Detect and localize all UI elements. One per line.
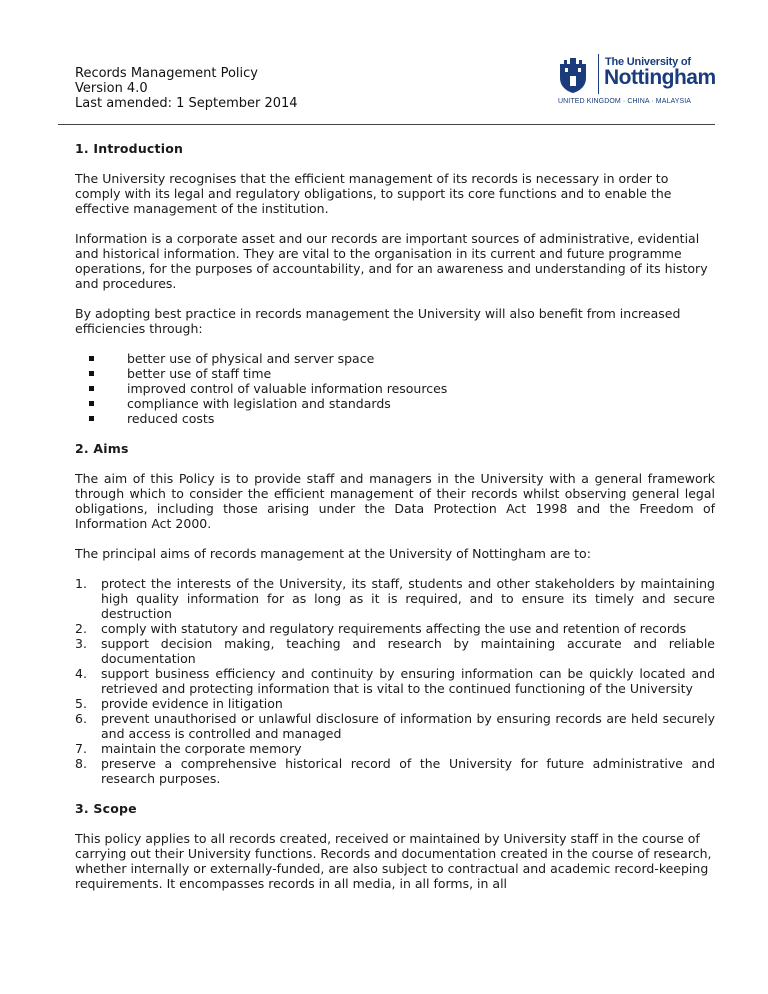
list-item	[75, 696, 715, 711]
list-item-text: reduced costs	[127, 411, 215, 426]
list-item-text: improved control of valuable information resources	[127, 381, 448, 396]
list-item-text: protect the interests of the University, its staff, students and other stakeholders by maintaining high quality information for as long as it is required, and to ensure its timely and secure destruction	[101, 576, 715, 621]
list-item-number: 8.	[75, 756, 87, 771]
list-item-number: 2.	[75, 621, 87, 636]
list-item-text: better use of staff time	[127, 366, 272, 381]
list-item	[75, 366, 715, 381]
intro-paragraph-2: Information is a corporate asset and our records are important sources of administrative, evidential and historical information. They are vital to the organisation in its current and future programme operations, for the purposes of accountability, and for an awareness and understanding of its history and procedures.	[75, 231, 708, 291]
aims-list	[75, 576, 715, 786]
list-item-number: 1.	[75, 576, 87, 591]
list-item	[75, 756, 715, 786]
aims-paragraph-2: The principal aims of records management at the University of Nottingham are to:	[75, 546, 591, 561]
list-item	[75, 396, 715, 411]
university-logo	[558, 52, 716, 108]
list-item-number: 3.	[75, 636, 87, 651]
scope-paragraph-1: This policy applies to all records created, received or maintained by University staff in the course of carrying out their University functions. Records and documentation created in the course of research, whether internally or externally-funded, are also subject to contractual and academic record-keeping requirements. It encompasses records in all media, in all forms, in all	[75, 831, 712, 891]
list-item-text: better use of physical and server space	[127, 351, 375, 366]
logo-main-text: Nottingham	[604, 66, 716, 89]
list-item-text: compliance with legislation and standards	[127, 396, 391, 411]
logo-sub-text: UNITED KINGDOM · CHINA · MALAYSIA	[558, 98, 692, 105]
document-header	[75, 66, 298, 111]
list-item	[75, 741, 715, 756]
list-item-text: support business efficiency and continuity by ensuring information can be quickly located and retrieved and protecting information that is vital to the continued functioning of the University	[101, 666, 715, 696]
square-bullet-icon	[89, 386, 94, 391]
document-title: Records Management Policy	[75, 66, 258, 81]
list-item-number: 7.	[75, 741, 87, 756]
list-item-text: maintain the corporate memory	[101, 741, 302, 756]
list-item-number: 4.	[75, 666, 87, 681]
intro-paragraph-1: The University recognises that the efficient management of its records is necessary in order to comply with its legal and regulatory obligations, to support its core functions and to enable the effective management of the institution.	[75, 171, 672, 216]
square-bullet-icon	[89, 401, 94, 406]
aims-paragraph-1: The aim of this Policy is to provide staff and managers in the University with a general framework through which to consider the efficient management of their records whilst observing general legal obligations, including those arising under the Data Protection Act 1998 and the Freedom of Information Act 2000.	[75, 471, 715, 531]
list-item	[75, 711, 715, 741]
square-bullet-icon	[89, 356, 94, 361]
list-item-text: comply with statutory and regulatory requirements affecting the use and retention of records	[101, 621, 687, 636]
section-heading-aims: 2. Aims	[75, 441, 129, 456]
list-item-text: provide evidence in litigation	[101, 696, 283, 711]
document-amended-date: Last amended: 1 September 2014	[75, 96, 298, 111]
list-item	[75, 636, 715, 666]
section-heading-introduction: 1. Introduction	[75, 141, 184, 156]
square-bullet-icon	[89, 371, 94, 376]
list-item-text: support decision making, teaching and research by maintaining accurate and reliable documentation	[101, 636, 715, 666]
list-item	[75, 381, 715, 396]
section-heading-scope: 3. Scope	[75, 801, 137, 816]
list-item	[75, 576, 715, 621]
list-item-text: preserve a comprehensive historical record of the University for future administrative and research purposes.	[101, 756, 715, 786]
list-item	[75, 411, 715, 426]
logo-top-text: The University of	[605, 56, 691, 68]
document-body	[75, 141, 715, 906]
logo-divider	[598, 54, 599, 94]
list-item	[75, 351, 715, 366]
document-version: Version 4.0	[75, 81, 148, 96]
list-item	[75, 666, 715, 696]
list-item-text: prevent unauthorised or unlawful disclosure of information by ensuring records are held securely and access is controlled and managed	[101, 711, 715, 741]
castle-crest-icon	[558, 56, 588, 94]
header-divider	[58, 124, 715, 125]
list-item-number: 6.	[75, 711, 87, 726]
efficiencies-list	[75, 351, 715, 426]
square-bullet-icon	[89, 416, 94, 421]
list-item	[75, 621, 715, 636]
intro-paragraph-3: By adopting best practice in records management the University will also benefit from increased efficiencies through:	[75, 306, 681, 336]
list-item-number: 5.	[75, 696, 87, 711]
